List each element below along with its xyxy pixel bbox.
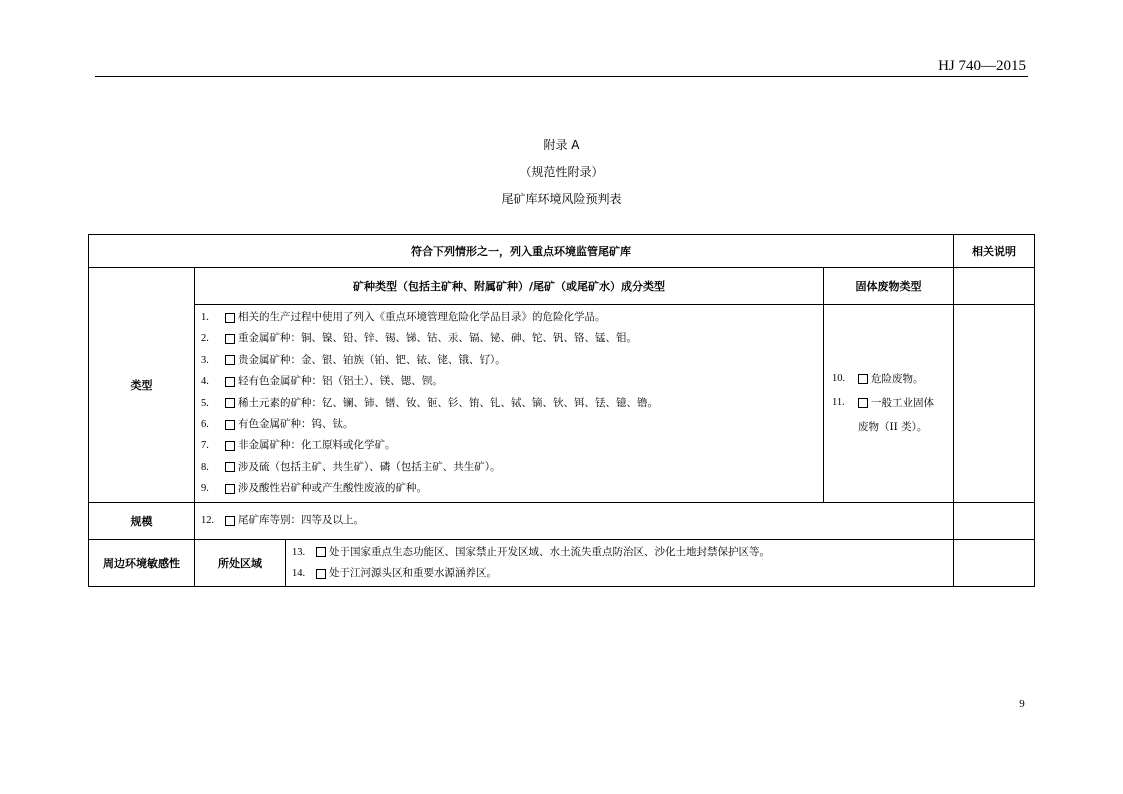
list-item: 13. 处于国家重点生态功能区、国家禁止开发区域、水土流失重点防治区、沙化土地封禁保护区等。: [292, 545, 770, 558]
list-item: 11. 一般工业固体: [832, 397, 934, 410]
list-item: 4. 轻有色金属矿种：铝（铝土）、镁、锶、钡。: [201, 375, 443, 388]
checkbox[interactable]: [225, 355, 235, 365]
region-label: 所处区域: [195, 539, 286, 587]
list-item: 5. 稀土元素的矿种：钇、镧、铈、镨、钕、钷、钐、铕、钆、铽、镝、钬、铒、铥、镱、镥。: [201, 396, 658, 409]
list-item: 8. 涉及硫（包括主矿、共生矿）、磷（包括主矿、共生矿）。: [201, 460, 501, 473]
risk-assessment-table: [88, 234, 1035, 587]
waste-items-list: [824, 305, 954, 503]
checkbox[interactable]: [225, 377, 235, 387]
appendix-note: （规范性附录）: [519, 165, 604, 179]
remarks-header: 相关说明: [954, 235, 1035, 268]
category-header: 矿种类型（包括主矿种、附属矿种）/尾矿（或尾矿水）成分类型: [195, 268, 824, 305]
list-item: 7. 非金属矿种：化工原料或化学矿。: [201, 439, 396, 452]
table-header-row: [89, 235, 1035, 268]
checkbox[interactable]: [225, 484, 235, 494]
table-title: 尾矿库环境风险预判表: [501, 192, 622, 206]
checkbox[interactable]: [225, 420, 235, 430]
waste-header: 固体废物类型: [824, 268, 954, 305]
list-item: 12. 尾矿库等别：四等及以上。: [201, 513, 364, 526]
list-item: 3. 贵金属矿种：金、银、铂族（铂、钯、铱、铑、锇、钌）。: [201, 353, 506, 366]
type-items-row: [89, 305, 1035, 503]
criteria-header: 符合下列情形之一，列入重点环境监管尾矿库: [89, 235, 954, 268]
scale-item: [195, 502, 954, 539]
scale-label: 规模: [89, 502, 195, 539]
remarks-cell: [954, 305, 1035, 503]
page-number: 9: [1019, 698, 1025, 710]
title-block: [0, 136, 1123, 217]
appendix-title: 附录 A: [543, 138, 580, 152]
remarks-cell: [954, 268, 1035, 305]
list-item: 1. 相关的生产过程中使用了列入《重点环境管理危险化学品目录》的危险化学品。: [201, 311, 606, 323]
remarks-cell: [954, 539, 1035, 587]
remarks-cell: [954, 502, 1035, 539]
type-label: 类型: [89, 268, 195, 503]
checkbox[interactable]: [316, 547, 326, 557]
checkbox[interactable]: [858, 398, 868, 408]
type-items-list: [195, 305, 824, 503]
env-items-list: [286, 539, 954, 587]
list-item: 9. 涉及酸性岩矿种或产生酸性废液的矿种。: [201, 482, 427, 495]
list-item-continuation: 废物（II 类）。: [858, 421, 928, 434]
checkbox[interactable]: [225, 516, 235, 526]
checkbox[interactable]: [316, 569, 326, 579]
list-item: 6. 有色金属矿种：钨、钛。: [201, 417, 354, 430]
type-header-row: [89, 268, 1035, 305]
checkbox[interactable]: [225, 398, 235, 408]
list-item: 2. 重金属矿种：铜、镍、铅、锌、锡、锑、钴、汞、镉、铋、砷、铊、钒、铬、锰、钼。: [201, 332, 637, 345]
checkbox[interactable]: [225, 441, 235, 451]
document-code: HJ 740—2015: [938, 58, 1026, 74]
scale-row: [89, 502, 1035, 539]
list-item: 10. 危险废物。: [832, 373, 924, 386]
environment-row: [89, 539, 1035, 587]
list-item: 14. 处于江河源头区和重要水源涵养区。: [292, 566, 497, 579]
checkbox[interactable]: [858, 374, 868, 384]
checkbox[interactable]: [225, 313, 235, 323]
checkbox[interactable]: [225, 462, 235, 472]
env-sensitivity-label: 周边环境敏感性: [89, 539, 195, 587]
header-rule: [95, 76, 1028, 77]
checkbox[interactable]: [225, 334, 235, 344]
